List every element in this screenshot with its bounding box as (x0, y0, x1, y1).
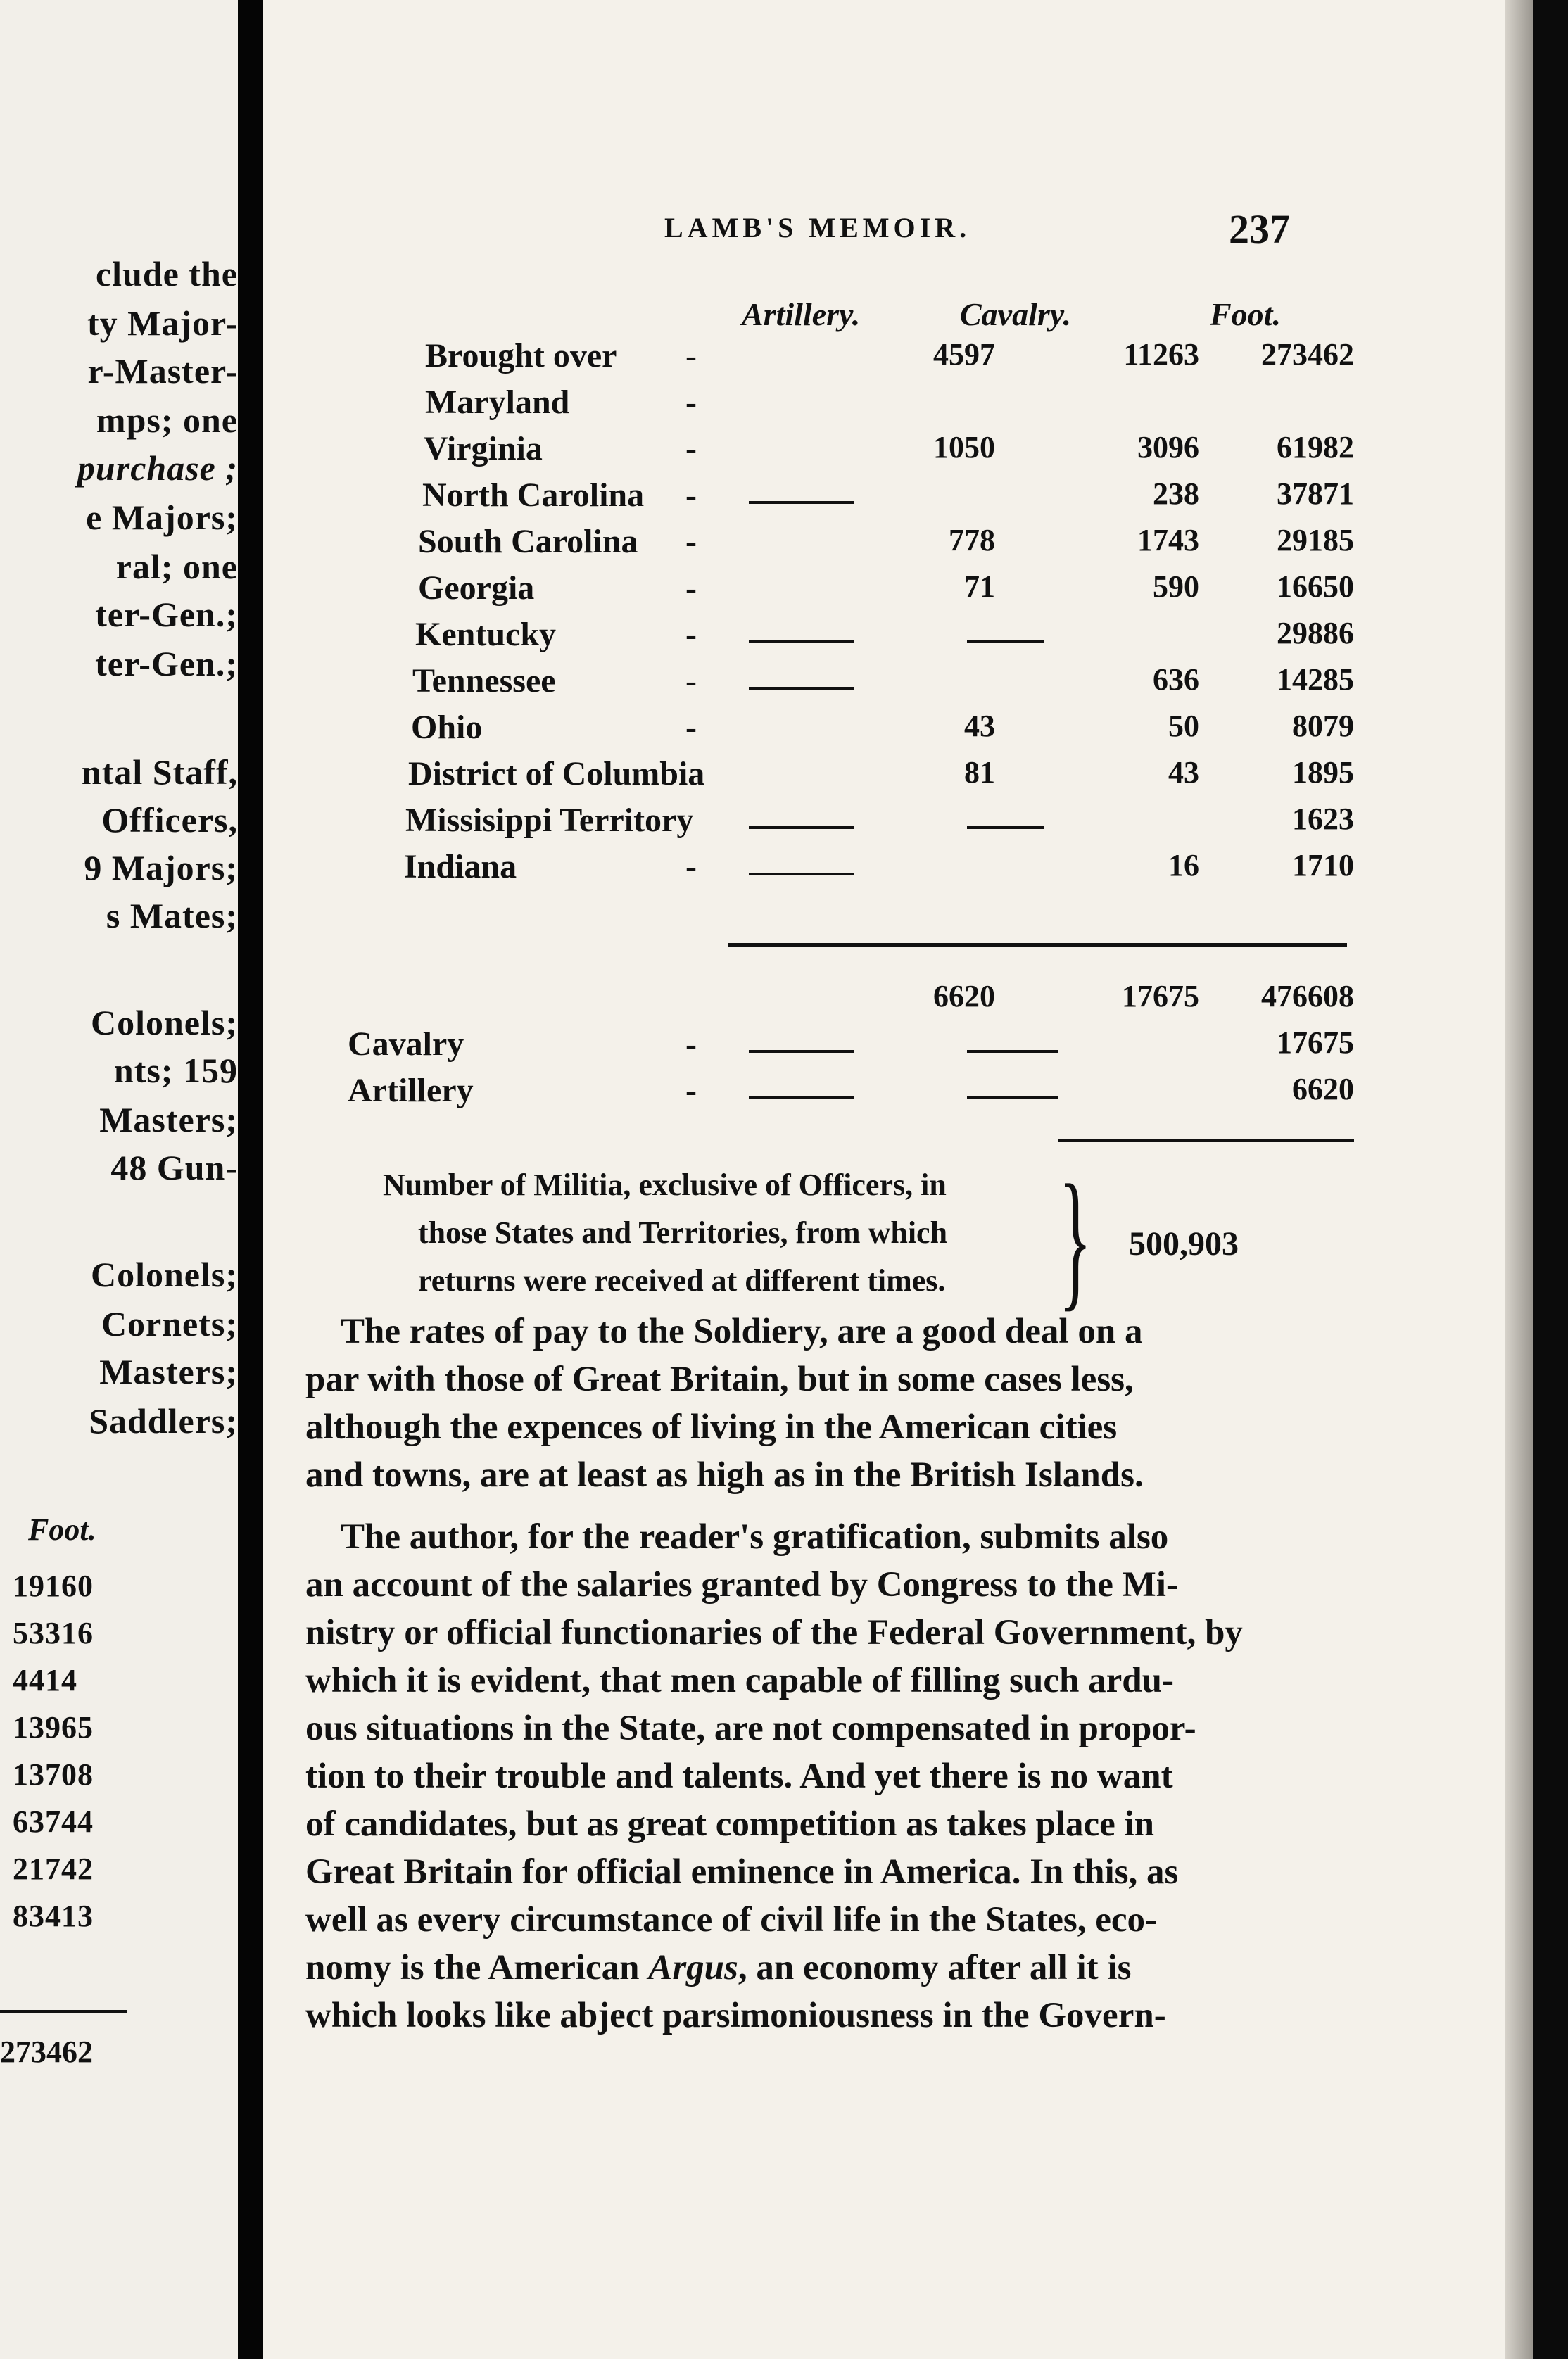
foot-value: 6620 (1292, 1072, 1354, 1106)
left-page-line: r-Master- (87, 351, 238, 391)
book-page (263, 0, 1533, 2359)
state-name: South Carolina (418, 523, 638, 560)
table-row (263, 662, 1354, 707)
cavalry-value-blank (967, 1050, 1058, 1053)
militia-line: returns were received at different times. (418, 1263, 946, 1298)
left-page-line: ter-Gen.; (95, 644, 238, 683)
text-fragment: , an economy after all it is (738, 1948, 1132, 1987)
leader-dash: - (685, 476, 697, 514)
artillery-value-blank (749, 1050, 854, 1053)
artillery-value: 43 (964, 709, 995, 743)
artillery-value: 81 (964, 755, 995, 790)
left-total-rule (0, 2010, 127, 2013)
table-row (263, 336, 1354, 381)
left-foot-value: 63744 (13, 1804, 94, 1839)
left-foot-value: 21742 (13, 1852, 94, 1886)
foot-value: 1710 (1292, 848, 1354, 883)
leader-dash: - (685, 662, 697, 700)
artillery-value-blank (749, 1096, 854, 1099)
text-fragment: nomy is the American (305, 1948, 649, 1987)
foot-value: 1895 (1292, 755, 1354, 790)
table-row (263, 754, 1354, 799)
leader-dash: - (685, 1072, 697, 1109)
left-foot-total: 273462 (0, 2035, 93, 2069)
state-name: North Carolina (422, 476, 645, 514)
cavalry-value: 590 (1153, 569, 1199, 604)
foot-value: 61982 (1277, 430, 1354, 464)
addition-label: Cavalry (348, 1025, 464, 1063)
table-row (263, 708, 1354, 753)
left-foot-value: 83413 (13, 1899, 94, 1933)
left-page-line: e Majors; (86, 498, 238, 537)
state-name: Tennessee (412, 662, 556, 700)
text-line: an account of the salaries granted by Congress to the Mi- (305, 1565, 1178, 1605)
text-line: par with those of Great Britain, but in some cases less, (305, 1360, 1134, 1399)
artillery-value: 4597 (933, 337, 995, 372)
left-page-line: purchase ; (77, 448, 238, 488)
foot-value: 29185 (1277, 523, 1354, 557)
cavalry-value: 43 (1168, 755, 1199, 790)
text-line: tion to their trouble and talents. And yet there is no want (305, 1757, 1173, 1796)
foot-value: 29886 (1277, 616, 1354, 650)
table-row (263, 383, 1319, 428)
left-page-line: mps; one (96, 400, 238, 440)
text-line: The author, for the reader's gratification, submits also (341, 1517, 1169, 1557)
table-row (263, 569, 1354, 614)
militia-line: Number of Militia, exclusive of Officers, in (383, 1168, 947, 1202)
addition-row (263, 1071, 1354, 1116)
curly-brace: } (1058, 1153, 1092, 1324)
artillery-value-blank (749, 873, 854, 875)
text-line: nistry or official functionaries of the Federal Government, by (305, 1613, 1243, 1652)
addition-label: Artillery (348, 1072, 474, 1109)
cavalry-value: 3096 (1137, 430, 1199, 464)
foot-value: 16650 (1277, 569, 1354, 604)
left-foot-value: 53316 (13, 1616, 94, 1650)
state-name: Indiana (404, 848, 517, 885)
left-page-line: Masters; (99, 1352, 238, 1391)
artillery-value-blank (749, 687, 854, 690)
state-name: Kentucky (415, 616, 557, 653)
left-foot-value: 4414 (13, 1663, 77, 1697)
left-page-line: nts; 159 (113, 1051, 238, 1090)
militia-line: those States and Territories, from which (418, 1215, 948, 1250)
leader-dash: - (685, 848, 697, 885)
text-line: The rates of pay to the Soldiery, are a good deal on a (341, 1312, 1143, 1351)
foot-value: 14285 (1277, 662, 1354, 697)
foot-value: 17675 (1277, 1025, 1354, 1060)
table-total-row (263, 978, 1354, 1023)
leader-dash: - (685, 616, 697, 653)
leader-dash: - (685, 384, 697, 421)
table-total-rule (728, 943, 1347, 947)
artillery-value: 71 (964, 569, 995, 604)
left-page-line: 48 Gun- (110, 1148, 238, 1187)
text-line: and towns, are at least as high as in the British Islands. (305, 1455, 1144, 1495)
leader-dash: - (685, 1025, 697, 1063)
page-edge (1505, 0, 1533, 2359)
leader-dash: - (685, 430, 697, 467)
italic-word: Argus (648, 1948, 738, 1987)
foot-value: 37871 (1277, 476, 1354, 511)
left-foot-heading: Foot. (28, 1512, 96, 1547)
leader-dash: - (685, 523, 697, 560)
cavalry-value: 11263 (1123, 337, 1199, 372)
total-cavalry: 17675 (1122, 979, 1199, 1013)
column-heading-artillery: Artillery. (742, 296, 861, 332)
left-page-line: Cornets; (101, 1304, 238, 1343)
artillery-value: 778 (949, 523, 995, 557)
left-page-line: s Mates; (106, 896, 238, 935)
table-row (263, 476, 1354, 521)
left-foot-value: 13965 (13, 1710, 94, 1745)
foot-value: 1623 (1292, 802, 1354, 836)
artillery-value: 1050 (933, 430, 995, 464)
table-row (263, 429, 1354, 474)
leader-dash: - (685, 569, 697, 607)
state-name: Ohio (411, 709, 483, 746)
text-line: which it is evident, that men capable of filling such ardu- (305, 1661, 1174, 1700)
total-artillery: 6620 (933, 979, 995, 1013)
paragraph-salaries (305, 1513, 1347, 2039)
leader-dash: - (685, 337, 697, 374)
total-foot: 476608 (1261, 979, 1354, 1013)
left-page-line: 9 Majors; (84, 848, 238, 887)
state-name: Maryland (425, 384, 570, 421)
grand-total-rule (1058, 1139, 1354, 1142)
leader-dash: - (685, 709, 697, 746)
cavalry-value: 50 (1168, 709, 1199, 743)
cavalry-value-blank (967, 1096, 1058, 1099)
text-line: which looks like abject parsimoniousness in the Govern- (305, 1996, 1166, 2035)
left-page-line: ntal Staff, (81, 752, 238, 792)
table-row (263, 801, 1354, 846)
paragraph-pay-rates (305, 1308, 1347, 1499)
table-row (263, 847, 1354, 892)
state-name: Georgia (418, 569, 535, 607)
left-page-line: Saddlers; (89, 1401, 238, 1441)
text-line: although the expences of living in the American cities (305, 1408, 1118, 1447)
left-page-line: ter-Gen.; (95, 595, 238, 634)
militia-note (383, 1161, 1087, 1305)
left-foot-value: 13708 (13, 1757, 94, 1792)
text-line: of candidates, but as great competition as takes place in (305, 1804, 1155, 1844)
artillery-value-blank (749, 501, 854, 504)
left-page-line: ty Major- (87, 303, 238, 343)
previous-page (0, 0, 238, 2359)
foot-value: 273462 (1261, 337, 1354, 372)
text-line (305, 1944, 1347, 1992)
cavalry-value: 636 (1153, 662, 1199, 697)
text-line: ous situations in the State, are not compensated in propor- (305, 1709, 1196, 1748)
artillery-value-blank (749, 826, 854, 829)
artillery-value-blank (749, 640, 854, 643)
cavalry-value-blank (967, 826, 1044, 829)
state-name: Virginia (424, 430, 543, 467)
text-line: Great Britain for official eminence in America. In this, as (305, 1852, 1179, 1892)
foot-value: 8079 (1292, 709, 1354, 743)
column-heading-foot: Foot. (1210, 296, 1281, 332)
table-row (263, 615, 1354, 660)
table-row (263, 522, 1354, 567)
state-name: District of Columbia (408, 755, 705, 792)
running-head: LAMB'S MEMOIR. (664, 212, 971, 244)
column-heading-cavalry: Cavalry. (960, 296, 1071, 332)
addition-row (263, 1025, 1354, 1070)
state-name: Brought over (425, 337, 617, 374)
cavalry-value: 1743 (1137, 523, 1199, 557)
left-page-line: Colonels; (91, 1255, 238, 1294)
left-page-line: Masters; (99, 1100, 238, 1139)
cavalry-value-blank (967, 640, 1044, 643)
left-page-line: clude the (95, 254, 238, 293)
left-page-line: ral; one (115, 547, 238, 586)
left-page-line: Colonels; (91, 1003, 238, 1042)
state-name: Missisippi Territory (405, 802, 694, 839)
militia-total: 500,903 (1129, 1225, 1239, 1263)
left-page-line: Officers, (101, 800, 238, 840)
cavalry-value: 16 (1168, 848, 1199, 883)
text-line: well as every circumstance of civil life in the States, eco- (305, 1900, 1157, 1940)
page-number: 237 (1229, 206, 1290, 252)
left-foot-value: 19160 (13, 1569, 94, 1603)
cavalry-value: 238 (1153, 476, 1199, 511)
book-gutter (238, 0, 263, 2359)
